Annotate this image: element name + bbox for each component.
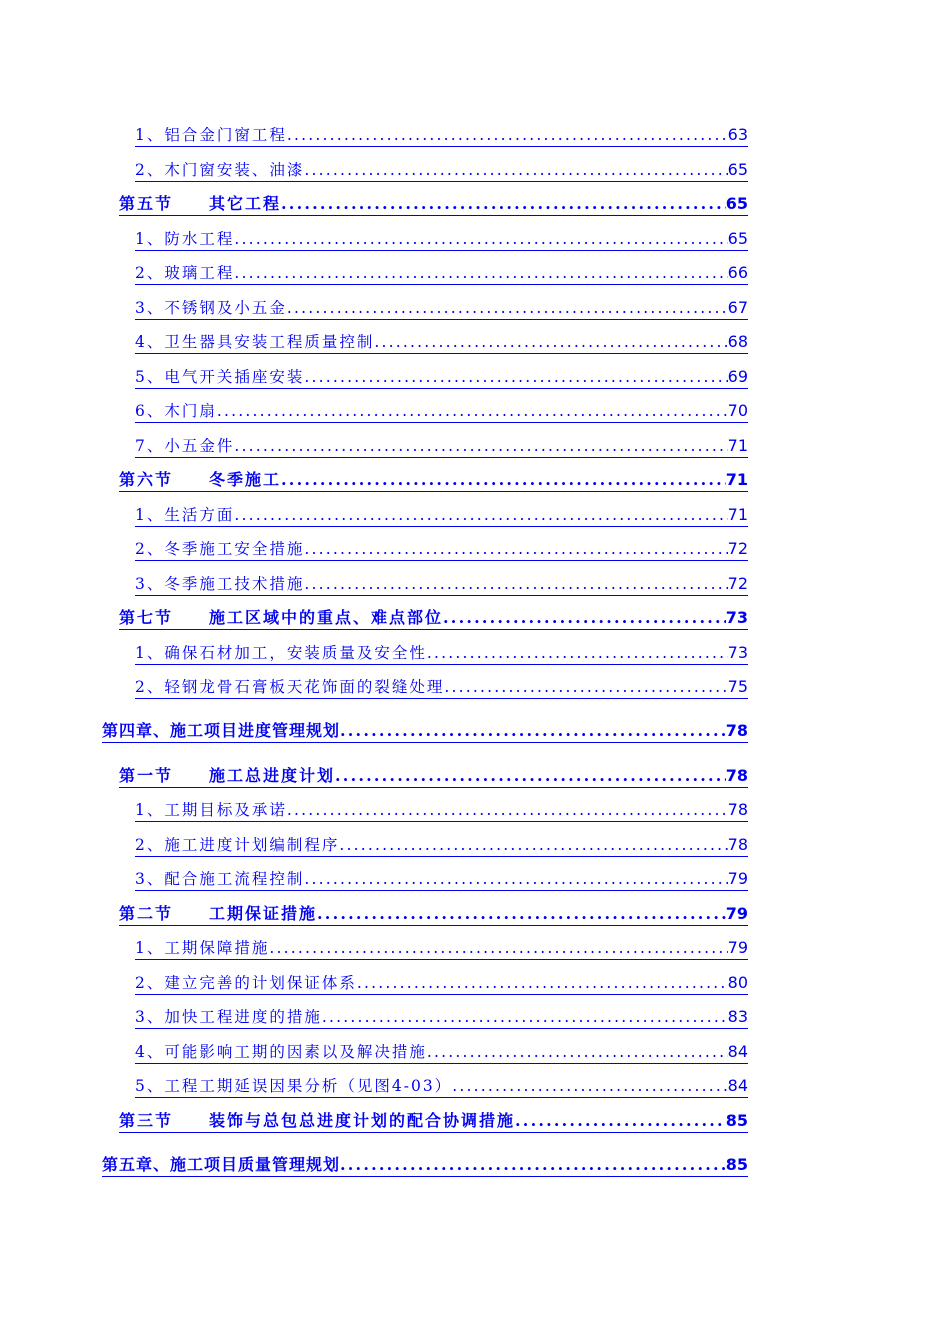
toc-entry-label: 1、工期目标及承诺 [135,800,287,822]
toc-page-number: 71 [728,436,748,458]
dot-leader [217,401,728,423]
dot-leader [304,539,727,561]
toc-entry[interactable] [0,227,748,251]
toc-page-number: 85 [726,1111,748,1133]
section-title: 施工区域中的重点、难点部位 [209,608,444,627]
toc-entry-label: 1、铝合金门窗工程 [135,125,287,147]
toc-page-number: 71 [728,505,748,527]
toc-entry-label: 3、加快工程进度的措施 [135,1007,322,1029]
toc-entry-label: 2、施工进度计划编制程序 [135,835,339,857]
toc-page-number: 71 [726,470,748,492]
toc-page-number: 78 [728,800,748,822]
toc-entry-label: 4、卫生器具安装工程质量控制 [135,332,374,354]
toc-entry[interactable] [0,572,748,596]
toc-section-entry[interactable] [0,764,748,788]
toc-page-number: 78 [726,721,748,743]
toc-entry[interactable] [0,503,748,527]
dot-leader [234,229,727,251]
toc-page-number: 73 [728,643,748,665]
toc-page-number: 83 [728,1007,748,1029]
section-title: 其它工程 [209,194,282,213]
section-title: 装饰与总包总进度计划的配合协调措施 [209,1111,516,1130]
dot-leader [281,194,726,216]
toc-page-number: 84 [728,1076,748,1098]
toc-entry[interactable] [0,123,748,147]
toc-entry-label: 5、工程工期延误因果分析（见图4-03） [135,1076,452,1098]
toc-page-number: 78 [726,766,748,788]
toc-page-number: 68 [728,332,748,354]
dot-leader [234,505,727,527]
toc-entry[interactable] [0,1074,748,1098]
toc-page-number: 75 [728,677,748,699]
dot-leader [287,800,728,822]
toc-entry[interactable] [0,798,748,822]
toc-entry-label: 3、冬季施工技术措施 [135,574,304,596]
toc-entry[interactable] [0,936,748,960]
dot-leader [234,436,727,458]
toc-entry-label: 第五章、施工项目质量管理规划 [102,1155,340,1177]
section-number: 第二节 [119,904,174,923]
toc-page-number: 69 [728,367,748,389]
section-number: 第七节 [119,608,174,627]
toc-entry-label [119,470,281,492]
dot-leader [304,367,727,389]
toc-entry-label: 1、确保石材加工，安装质量及安全性 [135,643,427,665]
toc-entry[interactable] [0,537,748,561]
dot-leader [357,973,728,995]
toc-entry-label: 4、可能影响工期的因素以及解决措施 [135,1042,427,1064]
toc-entry[interactable] [0,399,748,423]
toc-page-number: 63 [728,125,748,147]
toc-entry-label: 第四章、施工项目进度管理规划 [102,721,340,743]
toc-entry[interactable] [0,675,748,699]
dot-leader [287,298,728,320]
toc-page-number: 84 [728,1042,748,1064]
toc-entry[interactable] [0,158,748,182]
toc-page-number: 65 [728,160,748,182]
toc-entry-label: 3、配合施工流程控制 [135,869,304,891]
toc-page-number: 79 [728,869,748,891]
dot-leader [304,869,727,891]
toc-entry-label [119,194,281,216]
toc-page-number: 67 [728,298,748,320]
toc-entry[interactable] [0,641,748,665]
dot-leader [335,766,726,788]
dot-leader [340,1155,726,1177]
toc-page-number: 79 [726,904,748,926]
toc-entry[interactable] [0,365,748,389]
toc-entry-label [119,904,317,926]
toc-entry-label: 1、工期保障措施 [135,938,269,960]
dot-leader [304,574,727,596]
toc-page-number: 72 [728,539,748,561]
toc-entry-label: 2、轻钢龙骨石膏板天花饰面的裂缝处理 [135,677,444,699]
dot-leader [427,643,728,665]
toc-entry[interactable] [0,971,748,995]
dot-leader [340,721,726,743]
toc-entry-label: 6、木门扇 [135,401,217,423]
section-title: 冬季施工 [209,470,282,489]
toc-entry-label [119,1111,515,1133]
toc-entry[interactable] [0,261,748,285]
dot-leader [281,470,726,492]
toc-page-number: 73 [726,608,748,630]
dot-leader [452,1076,727,1098]
dot-leader [269,938,727,960]
dot-leader [304,160,727,182]
section-number: 第六节 [119,470,174,489]
dot-leader [515,1111,726,1133]
toc-page-number: 66 [728,263,748,285]
toc-entry-label: 7、小五金件 [135,436,234,458]
toc-entry[interactable] [0,296,748,320]
toc-entry-label [119,608,443,630]
toc-entry-label: 2、木门窗安装、油漆 [135,160,304,182]
toc-entry-label: 2、建立完善的计划保证体系 [135,973,357,995]
toc-entry[interactable] [0,867,748,891]
dot-leader [374,332,727,354]
toc-page-number: 80 [728,973,748,995]
section-number: 第一节 [119,766,174,785]
toc-entry-label: 2、冬季施工安全措施 [135,539,304,561]
toc-entry-label: 1、防水工程 [135,229,234,251]
toc-page-number: 65 [726,194,748,216]
toc-page-number: 85 [726,1155,748,1177]
section-number: 第三节 [119,1111,174,1130]
toc-section-entry[interactable] [0,902,748,926]
toc-section-entry[interactable] [0,192,748,216]
dot-leader [444,677,727,699]
section-number: 第五节 [119,194,174,213]
toc-page-number: 78 [728,835,748,857]
toc-entry-label: 1、生活方面 [135,505,234,527]
toc-page-number: 79 [728,938,748,960]
toc-page-number: 70 [728,401,748,423]
toc-chapter-entry[interactable] [0,719,748,743]
toc-page-number: 72 [728,574,748,596]
toc-entry-label: 2、玻璃工程 [135,263,234,285]
toc-section-entry[interactable] [0,606,748,630]
toc-entry-label [119,766,335,788]
toc-entry-label: 5、电气开关插座安装 [135,367,304,389]
toc-chapter-entry[interactable] [0,1153,748,1177]
toc-section-entry[interactable] [0,468,748,492]
dot-leader [339,835,727,857]
dot-leader [287,125,728,147]
toc-page-number: 65 [728,229,748,251]
toc-entry[interactable] [0,833,748,857]
dot-leader [234,263,727,285]
dot-leader [322,1007,728,1029]
dot-leader [427,1042,728,1064]
dot-leader [443,608,726,630]
toc-entry[interactable] [0,330,748,354]
toc-entry[interactable] [0,434,748,458]
toc-entry[interactable] [0,1040,748,1064]
section-title: 工期保证措施 [209,904,318,923]
section-title: 施工总进度计划 [209,766,336,785]
toc-entry-label: 3、不锈钢及小五金 [135,298,287,320]
toc-section-entry[interactable] [0,1109,748,1133]
toc-entry[interactable] [0,1005,748,1029]
dot-leader [317,904,726,926]
